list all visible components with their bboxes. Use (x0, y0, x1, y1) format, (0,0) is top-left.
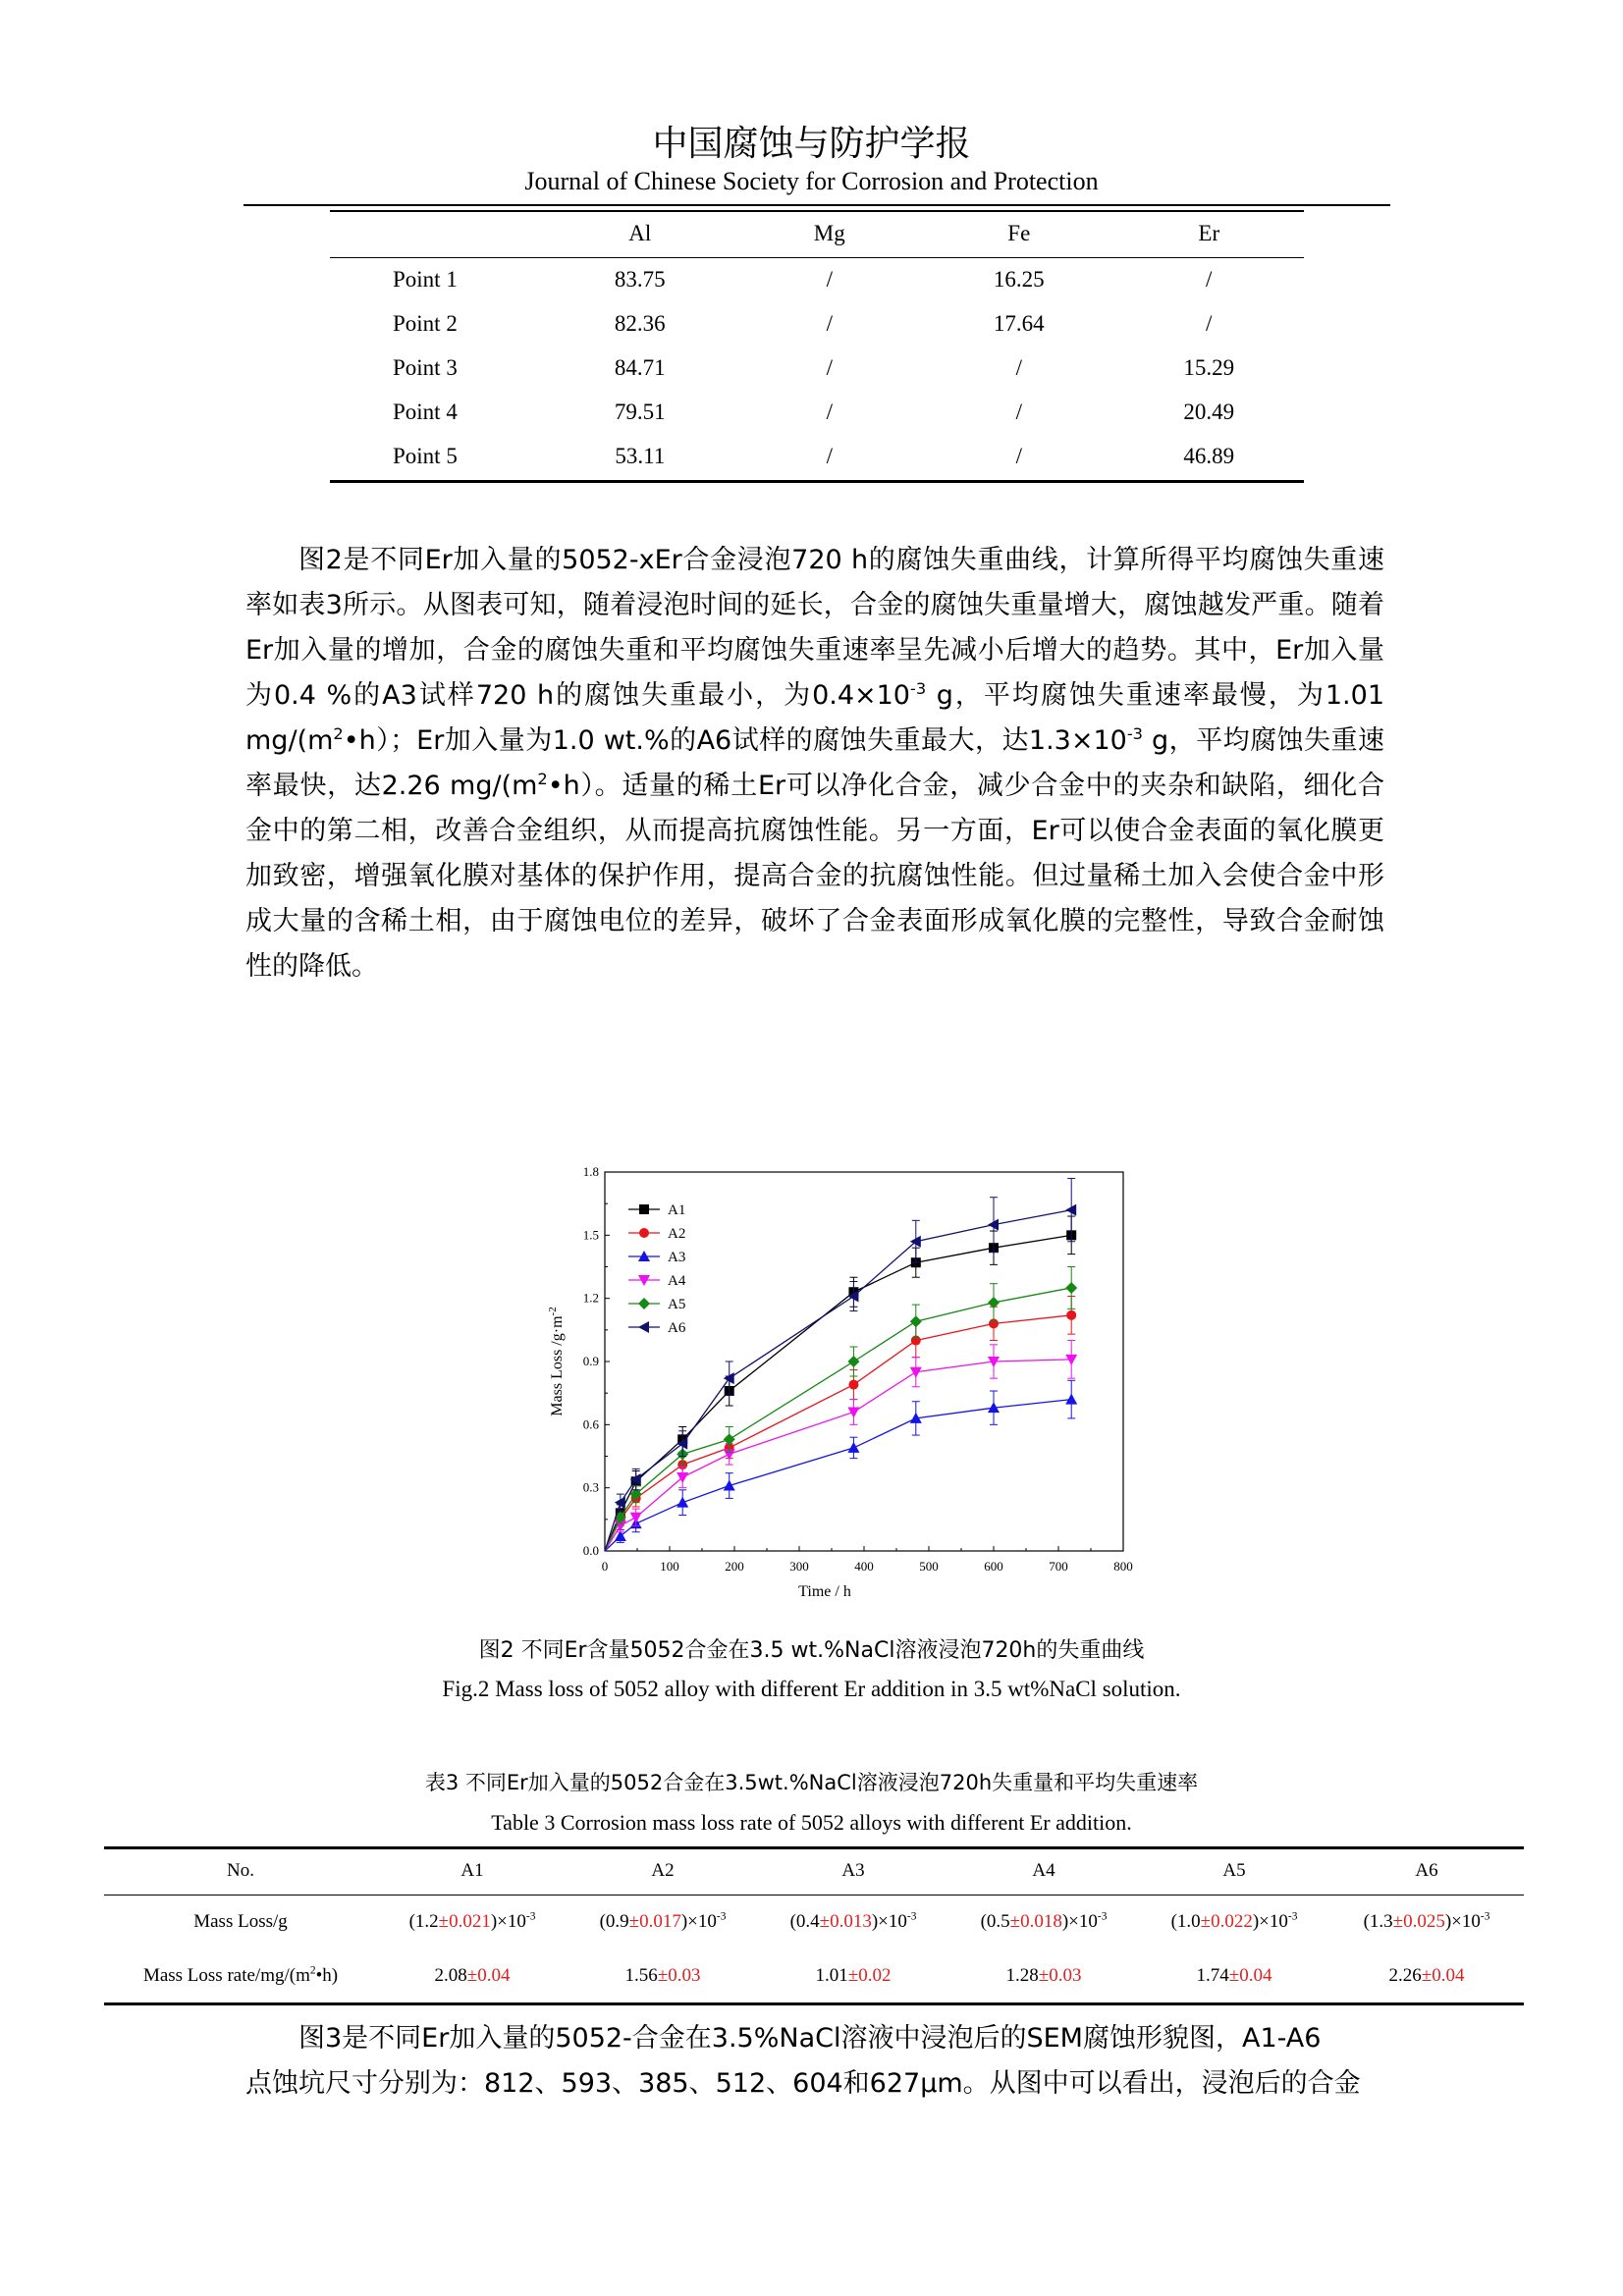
table-header-cell: No. (227, 1860, 254, 1881)
table-cell: / (1015, 399, 1022, 424)
table-cell (1139, 1895, 1329, 1949)
body-paragraph (245, 538, 1384, 989)
table-cell: / (1015, 354, 1022, 380)
superscript: -3 (1480, 1910, 1490, 1923)
cell-text: (1.3 (1363, 1910, 1393, 1932)
table-cell (948, 1949, 1139, 2002)
series-line-A3 (605, 1400, 1071, 1551)
table-row (330, 390, 1304, 434)
table-caption-cn: 表3 不同Er加入量的5052合金在3.5wt.%NaCl溶液浸泡720h失重量和平均失重速率 (424, 1771, 1199, 1794)
table-cell (948, 1895, 1139, 1949)
table-cell (568, 1895, 758, 1949)
cell-text: ±0.04 (466, 1964, 511, 1986)
data-point-A6 (615, 1497, 625, 1509)
superscript: -3 (910, 679, 927, 698)
table-cell: / (826, 266, 833, 292)
table-cell: / (1206, 266, 1213, 292)
cell-text: ±0.021 (438, 1910, 491, 1932)
data-point-A5 (910, 1315, 922, 1327)
superscript: -3 (1287, 1910, 1298, 1923)
table-cell (758, 1949, 948, 2002)
element-table (330, 210, 1304, 478)
cell-text: 1.01 (815, 1964, 848, 1986)
table-cell: 83.75 (614, 266, 666, 292)
text-segment: •h）。适量的稀土Er可以净化合金，减少合金中的夹杂和缺陷，细化合金中的第二相，改善合金组织，从而提高抗腐蚀性能。另一方面，Er可以使合金表面的氧化膜更加致密，增强氧化膜对基体的保护作用，提高合金的抗腐蚀性能。但过量稀土加入会使合金中形成大量的含稀土相，由于腐蚀电位的差异，破坏了合金表面形成氧化膜的完整性，导致合金耐蚀性的降低。 (245, 771, 1384, 982)
table-cell: 46.89 (1183, 443, 1235, 468)
cell-text: ±0.03 (1038, 1964, 1082, 1986)
legend-label: A1 (668, 1202, 686, 1218)
journal-title-cn: 中国腐蚀与防护学报 (652, 124, 971, 164)
cell-text: )×10 (1061, 1910, 1098, 1932)
cell-text: 1.56 (624, 1964, 658, 1986)
superscript: -3 (1126, 724, 1143, 743)
y-tick-label: 0.9 (582, 1354, 599, 1368)
cell-text: 1.28 (1005, 1964, 1039, 1986)
table-cell (568, 1949, 758, 2002)
table3-header-rule (104, 1895, 1524, 1896)
data-point-A2 (1066, 1310, 1076, 1320)
table-cell: Point 1 (393, 266, 458, 292)
figure-caption-cn: 图2 不同Er含量5052合金在3.5 wt.%NaCl溶液浸泡720h的失重曲线 (478, 1638, 1145, 1663)
cell-text: ±0.04 (1228, 1964, 1272, 1986)
legend-label: A3 (668, 1250, 686, 1265)
header-rule (243, 204, 1390, 206)
table-cell: Point 5 (393, 443, 458, 468)
data-point-A5 (847, 1356, 859, 1367)
cell-text: (1.0 (1170, 1910, 1201, 1932)
cell-text: )×10 (1252, 1910, 1288, 1932)
table-header-row (330, 210, 1304, 257)
text-line: 图3是不同Er加入量的5052-合金在3.5%NaCl溶液中浸泡后的SEM腐蚀形貌图，A1-A6 (298, 2023, 1322, 2054)
legend-label: A4 (668, 1273, 686, 1289)
table-cell (377, 1895, 568, 1949)
text-segment: g，平均腐蚀失重速率最快，达2.26 mg/(m (245, 725, 1384, 801)
table-cell (377, 1949, 568, 2002)
data-point-A6 (724, 1372, 734, 1384)
table3-bottom-rule (104, 2002, 1524, 2005)
table-cell: / (826, 310, 833, 336)
mass-loss-table (104, 1847, 1524, 2002)
legend-label: A5 (668, 1297, 686, 1312)
text-segment: 图2是不同Er加入量的5052-xEr合金浸泡720 h的腐蚀失重曲线，计算所得平均腐蚀失重速率如表3所示。从图表可知，随着浸泡时间的延长，合金的腐蚀失重量增大，腐蚀越发严重。随着Er加入量的增加，合金的腐蚀失重和平均腐蚀失重速率呈先减小后增大的趋势。其中，Er加入量为0.4 %的A3试样720 h的腐蚀失重最小，为0.4×10 (245, 545, 1384, 711)
table-header-cell: A5 (1222, 1860, 1246, 1881)
x-axis-label: Time / h (798, 1583, 851, 1600)
table-row (104, 1895, 1524, 1949)
table-cell (1329, 1949, 1524, 2002)
cell-text: ±0.022 (1200, 1910, 1253, 1932)
table-cell: Point 4 (393, 399, 458, 424)
table-header-row (104, 1847, 1524, 1895)
cell-text: ±0.017 (628, 1910, 681, 1932)
legend-marker (639, 1228, 649, 1238)
data-point-A6 (1065, 1204, 1076, 1216)
cell-text: (0.5 (980, 1910, 1010, 1932)
x-tick-label: 200 (725, 1559, 744, 1574)
legend-label: A2 (668, 1226, 686, 1242)
cell-text: ±0.013 (819, 1910, 872, 1932)
cell-text: ±0.02 (847, 1964, 892, 1986)
body-paragraph-2 (245, 2016, 1384, 2107)
cell-text: (0.9 (599, 1910, 629, 1932)
y-axis-label-sup: -2 (547, 1307, 559, 1316)
table-header-cell: A4 (1032, 1860, 1055, 1881)
y-tick-label: 1.8 (582, 1164, 599, 1179)
table-header-cell: A1 (460, 1860, 484, 1881)
table-cell: / (826, 443, 833, 468)
mass-loss-chart (530, 1156, 1159, 1618)
legend-marker (639, 1204, 649, 1214)
superscript: -3 (906, 1910, 917, 1923)
y-axis-label (547, 1307, 566, 1415)
table-header-cell: Al (628, 221, 652, 245)
table-header-cell: Fe (1007, 221, 1031, 245)
table-cell (1329, 1895, 1524, 1949)
x-tick-label: 400 (854, 1559, 874, 1574)
table-cell (1139, 1949, 1329, 2002)
row-label (104, 1949, 377, 2002)
cell-text: )×10 (490, 1910, 526, 1932)
cell-text: 2.08 (434, 1964, 467, 1986)
table-row (330, 257, 1304, 301)
data-point-A4 (847, 1407, 859, 1417)
data-point-A4 (910, 1367, 922, 1378)
data-point-A3 (847, 1442, 859, 1453)
table-cell (758, 1895, 948, 1949)
series-line-A2 (605, 1315, 1071, 1551)
data-point-A5 (988, 1297, 1000, 1308)
x-tick-label: 600 (984, 1559, 1003, 1574)
cell-text: 2.26 (1388, 1964, 1422, 1986)
row-label-text: Mass Loss rate/mg/(m (142, 1964, 310, 1986)
legend-marker (638, 1298, 650, 1309)
table-row (330, 434, 1304, 478)
x-tick-label: 800 (1113, 1559, 1133, 1574)
text-segment: •h）；Er加入量为1.0 wt.%的A6试样的腐蚀失重最大，达1.3×10 (343, 725, 1127, 756)
table-caption-en: Table 3 Corrosion mass loss rate of 5052 alloys with different Er addition. (491, 1810, 1132, 1835)
table-cell: Point 3 (393, 354, 458, 380)
table-row (330, 346, 1304, 390)
text-line: 点蚀坑尺寸分别为：812、593、385、512、604和627μm。从图中可以看出，浸泡后的合金 (245, 2068, 1361, 2099)
y-tick-label: 0.6 (582, 1416, 599, 1432)
table-header-cell: A6 (1415, 1860, 1438, 1881)
table-header-cell: A3 (841, 1860, 865, 1881)
table-header-cell (330, 210, 545, 257)
cell-text: )×10 (1444, 1910, 1481, 1932)
y-tick-label: 1.2 (582, 1290, 599, 1306)
superscript: -3 (1097, 1910, 1108, 1923)
text-segment: g，平均腐蚀失重速率最慢，为1.01 mg/(m (245, 680, 1384, 756)
cell-text: (0.4 (789, 1910, 820, 1932)
table-cell: 79.51 (614, 399, 666, 424)
table-cell: 16.25 (993, 266, 1045, 292)
cell-text: )×10 (680, 1910, 717, 1932)
table-cell: 15.29 (1183, 354, 1235, 380)
data-point-A3 (676, 1497, 688, 1508)
superscript: 2 (537, 770, 548, 788)
y-axis-label-text: Mass Loss /g·m (549, 1315, 566, 1416)
table-header-cell: Er (1198, 221, 1220, 245)
table-cell: / (1206, 310, 1213, 336)
x-tick-label: 300 (789, 1559, 809, 1574)
table-row (330, 301, 1304, 346)
data-point-A3 (1065, 1394, 1077, 1405)
data-point-A2 (848, 1380, 858, 1390)
table-cell: 53.11 (615, 443, 666, 468)
table2-bottom-rule (330, 480, 1304, 483)
x-tick-label: 500 (919, 1559, 939, 1574)
x-tick-label: 0 (601, 1559, 609, 1574)
table-cell: / (826, 354, 833, 380)
x-tick-label: 700 (1049, 1559, 1068, 1574)
superscript: -3 (525, 1910, 536, 1923)
data-point-A3 (724, 1480, 735, 1491)
data-point-A5 (724, 1433, 735, 1445)
superscript: 2 (333, 724, 344, 743)
legend-label: A6 (668, 1320, 686, 1336)
table-cell: 17.64 (993, 310, 1045, 336)
table-cell: Point 2 (393, 310, 458, 336)
journal-title-en: Journal of Chinese Society for Corrosion and Protection (524, 167, 1099, 195)
cell-text: 1.74 (1196, 1964, 1229, 1986)
table-cell: 20.49 (1183, 399, 1235, 424)
cell-text: ±0.018 (1009, 1910, 1062, 1932)
figure-caption-en: Fig.2 Mass loss of 5052 alloy with different Er addition in 3.5 wt%NaCl solution. (442, 1677, 1181, 1701)
table-row (104, 1949, 1524, 2002)
cell-text: )×10 (871, 1910, 907, 1932)
table2-header-rule (330, 257, 1304, 258)
table-cell: 84.71 (614, 354, 666, 380)
cell-text: ±0.03 (657, 1964, 701, 1986)
table-cell: / (1015, 443, 1022, 468)
superscript: 2 (309, 1964, 316, 1977)
legend-marker (638, 1321, 649, 1333)
table-header-cell: A2 (651, 1860, 675, 1881)
row-label: Mass Loss/g (193, 1910, 288, 1932)
table-header-cell: Mg (813, 221, 845, 245)
y-tick-label: 1.5 (582, 1227, 599, 1243)
data-point-A5 (1065, 1282, 1077, 1294)
y-tick-label: 0.0 (582, 1543, 599, 1558)
cell-text: ±0.025 (1392, 1910, 1445, 1932)
x-tick-label: 100 (660, 1559, 679, 1574)
series-line-A4 (605, 1360, 1071, 1551)
y-tick-label: 0.3 (582, 1479, 599, 1495)
row-label-text: •h) (315, 1964, 339, 1986)
cell-text: ±0.04 (1421, 1964, 1465, 1986)
table-cell: / (826, 399, 833, 424)
table-cell: 82.36 (614, 310, 666, 336)
superscript: -3 (716, 1910, 727, 1923)
cell-text: (1.2 (408, 1910, 439, 1932)
